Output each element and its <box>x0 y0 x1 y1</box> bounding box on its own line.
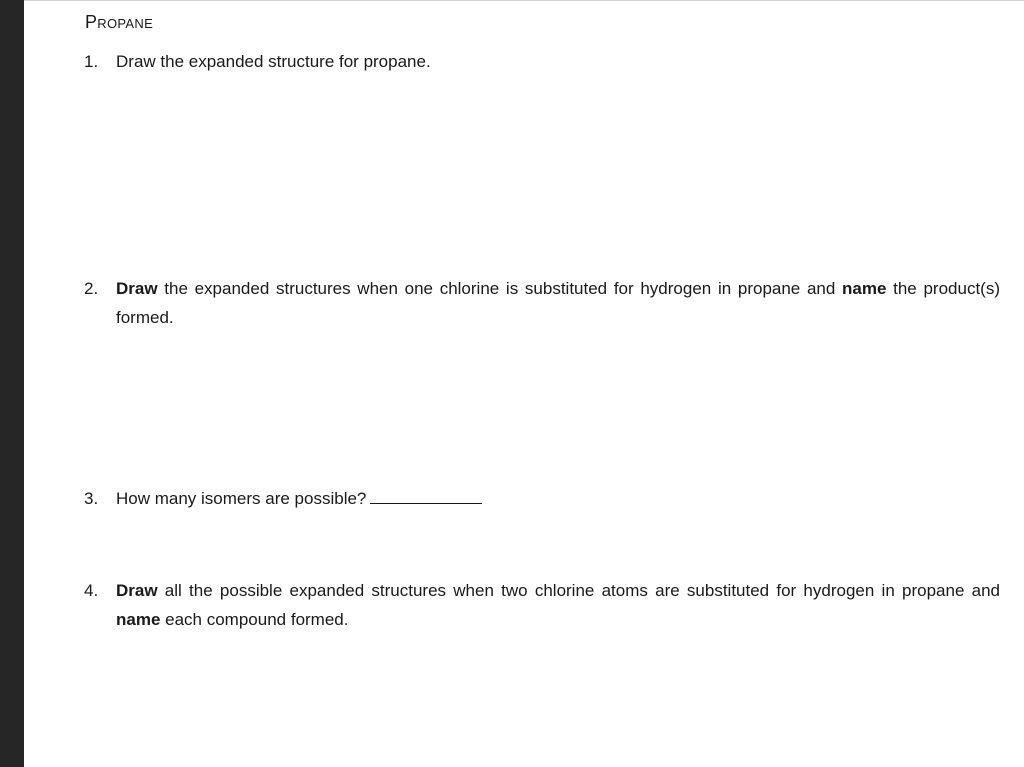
question-4 <box>84 576 1000 634</box>
question-3 <box>84 484 1000 513</box>
page-title: Propane <box>85 12 154 32</box>
text-segment: the product(s) formed. <box>116 279 1000 327</box>
text-segment: the expanded structures when one chlorine is substituted for hydrogen in propane and <box>157 279 843 298</box>
question-text <box>116 576 1000 634</box>
document-page <box>24 0 1024 767</box>
bold-draw: Draw <box>116 581 158 600</box>
question-text: Draw the expanded structure for propane. <box>116 52 431 71</box>
question-number: 4. <box>84 581 99 600</box>
text-segment: all the possible expanded structures when two chlorine atoms are substituted for hydrogen in propane and <box>157 581 1000 600</box>
question-1 <box>84 47 1000 76</box>
text-segment: each compound formed. <box>160 610 349 629</box>
bold-name: name <box>842 279 887 298</box>
bold-name: name <box>116 610 161 629</box>
answer-blank[interactable] <box>370 485 482 504</box>
question-text <box>116 274 1000 332</box>
question-number: 1. <box>84 52 99 71</box>
question-2 <box>84 274 1000 332</box>
left-margin-bar <box>0 0 24 767</box>
question-text <box>116 484 1000 513</box>
question-number: 2. <box>84 279 99 298</box>
question-number: 3. <box>84 489 99 508</box>
question-text-label: How many isomers are possible? <box>116 489 367 508</box>
bold-draw: Draw <box>116 279 158 298</box>
